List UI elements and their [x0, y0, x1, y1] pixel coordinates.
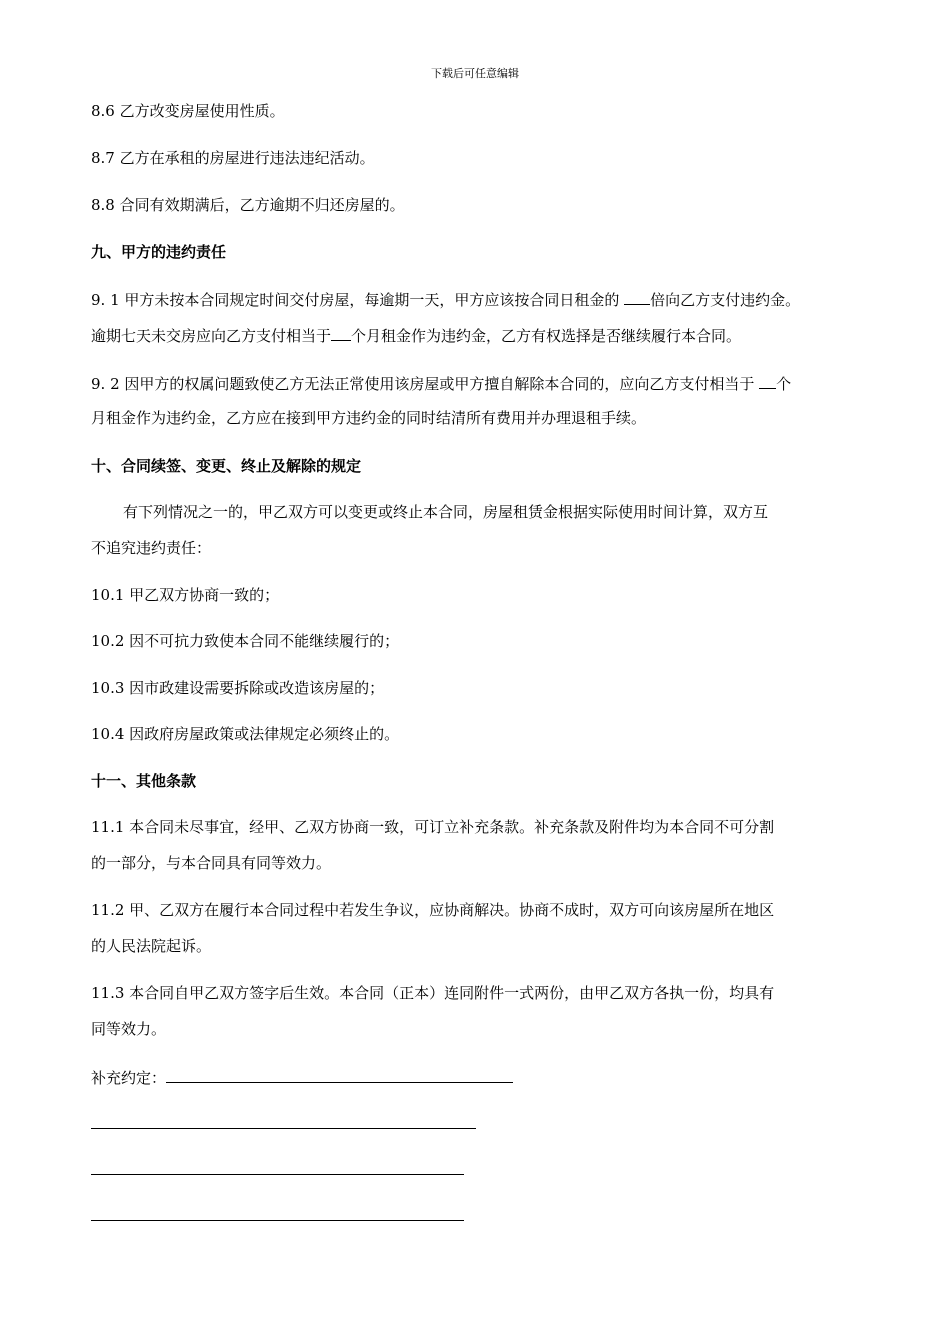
clause-11-2-line-2: 的人民法院起诉。	[91, 937, 212, 955]
clause-10-4: 10.4 因政府房屋政策或法律规定必须终止的。	[91, 725, 400, 743]
supplement-label: 补充约定：	[91, 1069, 167, 1087]
clause-9-2-line-2: 月租金作为违约金，乙方应在接到甲方违约金的同时结清所有费用并办理退租手续。	[91, 409, 647, 427]
clause-9-1-line-2	[91, 324, 741, 346]
clause-8-6: 8.6 乙方改变房屋使用性质。	[91, 102, 285, 120]
clause-11-3-line-1: 11.3 本合同自甲乙双方签字后生效。本合同（正本）连同附件一式两份，由甲乙双方各执一份，均具有	[91, 984, 775, 1002]
fill-in-blank[interactable]	[624, 288, 650, 305]
clause-9-2-text-a: 9. 2 因甲方的权属问题致使乙方无法正常使用该房屋或甲方擅自解除本合同的，应向乙方支付相当于	[91, 375, 760, 393]
fill-in-blank[interactable]	[759, 372, 776, 389]
section-heading-10: 十、合同续签、变更、终止及解除的规定	[91, 457, 362, 475]
clause-9-2-text-b: 个	[776, 375, 792, 393]
clause-11-1-line-2: 的一部分，与本合同具有同等效力。	[91, 854, 332, 872]
clause-10-2: 10.2 因不可抗力致使本合同不能继续履行的；	[91, 632, 400, 650]
paragraph-10-line-2: 不追究违约责任：	[91, 539, 212, 557]
supplement-line-1[interactable]	[91, 1128, 476, 1129]
clause-9-1-text-b: 倍向乙方支付违约金。	[650, 291, 801, 309]
page-header: 下载后可任意编辑	[431, 67, 519, 80]
fill-in-blank[interactable]	[331, 324, 351, 341]
clause-10-3: 10.3 因市政建设需要拆除或改造该房屋的；	[91, 679, 385, 697]
supplement-row	[91, 1066, 513, 1088]
supplement-line-3[interactable]	[91, 1220, 464, 1221]
paragraph-10-line-1: 有下列情况之一的，甲乙双方可以变更或终止本合同，房屋租赁金根据实际使用时间计算，双方互	[123, 503, 769, 521]
section-heading-11: 十一、其他条款	[91, 772, 197, 790]
section-heading-9: 九、甲方的违约责任	[91, 243, 227, 261]
clause-9-1-text-d: 个月租金作为违约金，乙方有权选择是否继续履行本合同。	[351, 327, 742, 345]
clause-9-2-line-1	[91, 372, 791, 394]
clause-9-1-line-1	[91, 288, 800, 310]
clause-9-1-text-a: 9. 1 甲方未按本合同规定时间交付房屋，每逾期一天，甲方应该按合同日租金的	[91, 291, 625, 309]
clause-8-8: 8.8 合同有效期满后，乙方逾期不归还房屋的。	[91, 196, 405, 214]
supplement-blank[interactable]	[166, 1066, 513, 1083]
supplement-line-2[interactable]	[91, 1174, 464, 1175]
clause-11-2-line-1: 11.2 甲、乙双方在履行本合同过程中若发生争议，应协商解决。协商不成时，双方可向该房屋所在地区	[91, 901, 775, 919]
clause-8-7: 8.7 乙方在承租的房屋进行违法违纪活动。	[91, 149, 375, 167]
clause-11-1-line-1: 11.1 本合同未尽事宜，经甲、乙双方协商一致，可订立补充条款。补充条款及附件均为本合同不可分割	[91, 818, 775, 836]
clause-11-3-line-2: 同等效力。	[91, 1020, 167, 1038]
clause-10-1: 10.1 甲乙双方协商一致的；	[91, 586, 280, 604]
clause-9-1-text-c: 逾期七天未交房应向乙方支付相当于	[91, 327, 332, 345]
